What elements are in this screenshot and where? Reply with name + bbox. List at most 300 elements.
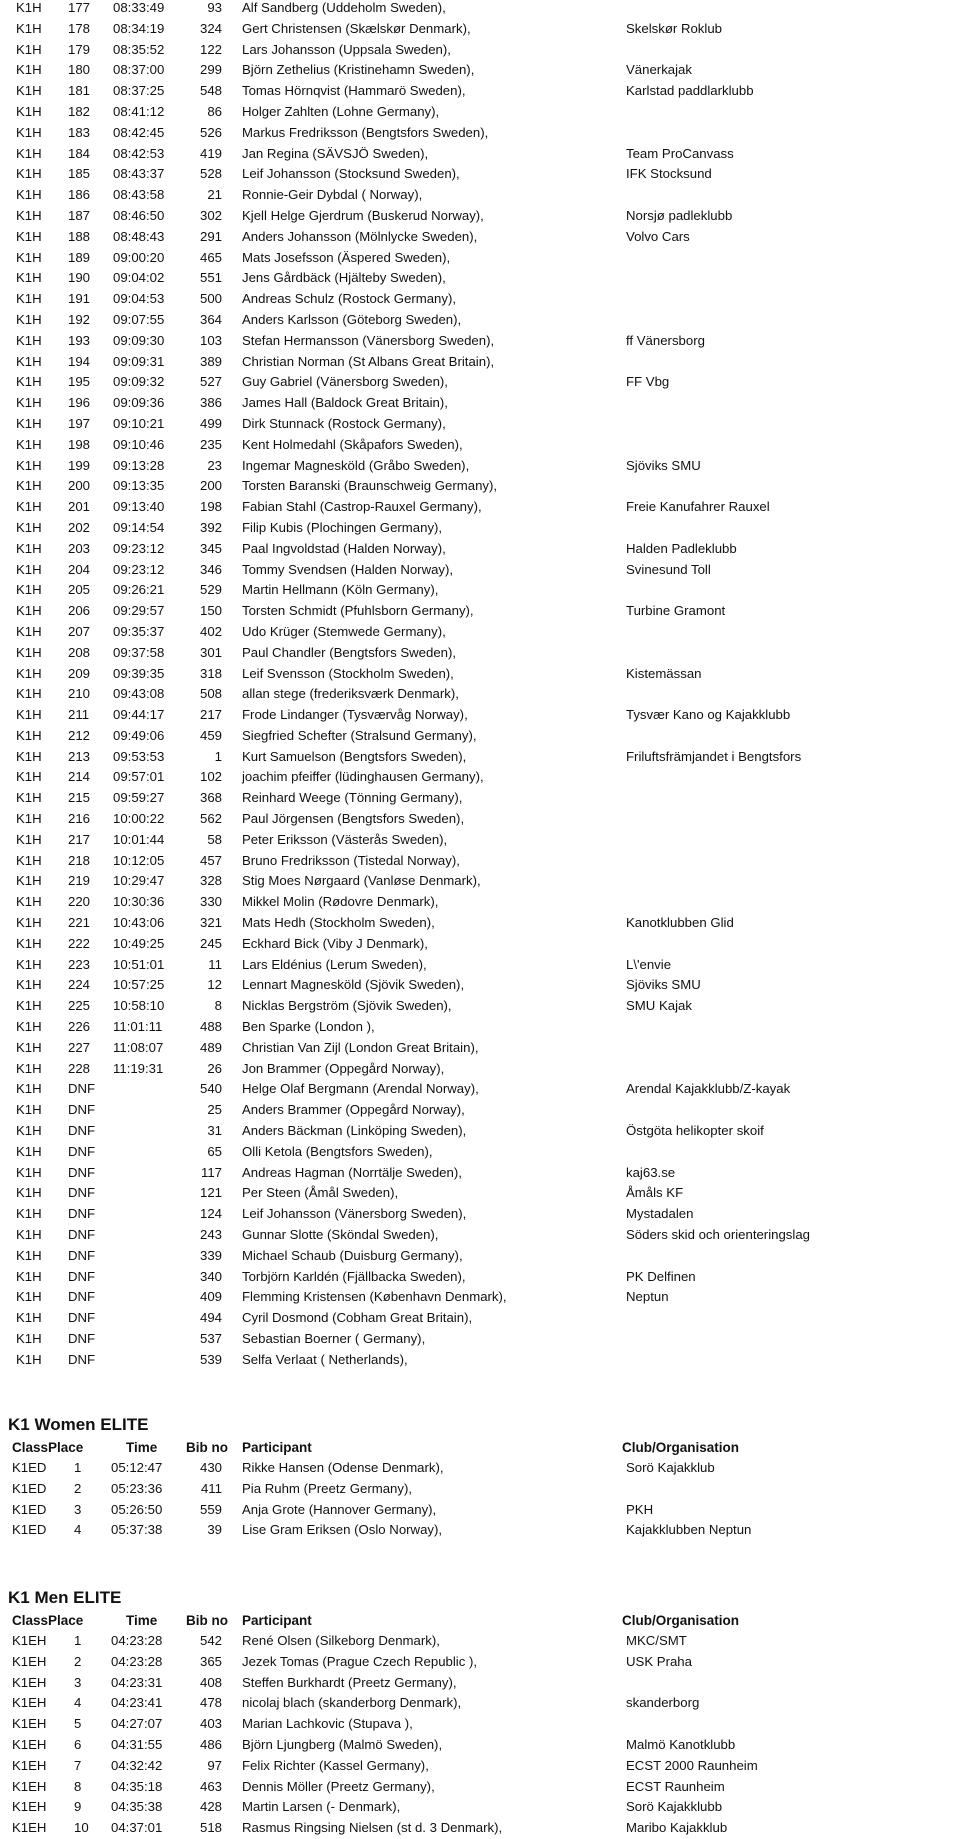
table-row [0,1350,960,1371]
table-row [0,0,960,19]
cell-place: DNF [68,1310,96,1326]
table-row [0,1673,960,1694]
cell-bib: 243 [199,1227,222,1243]
cell-time: 04:35:18 [111,1778,163,1794]
cell-participant: Christian Van Zijl (London Great Britain), [242,1039,479,1055]
cell-bib: 23 [207,457,222,473]
cell-time: 11:01:11 [113,1019,163,1035]
cell-bib: 465 [199,249,222,265]
cell-participant: Kurt Samuelson (Bengtsfors Sweden), [242,748,467,764]
cell-time: 09:44:17 [113,707,165,723]
table-row [0,996,960,1017]
cell-place: DNF [68,1164,96,1180]
cell-class: K1H [16,436,42,452]
cell-place: 183 [68,124,91,140]
table-row [0,393,960,414]
table-row [0,1038,960,1059]
cell-bib: 103 [199,332,222,348]
cell-time: 09:23:12 [113,561,165,577]
cell-participant: Andreas Hagman (Norrtälje Sweden), [242,1164,462,1180]
cell-participant: Martin Larsen (- Denmark), [242,1799,401,1815]
header-club: Club/Organisation [622,1440,740,1455]
cell-class: K1H [16,1331,42,1346]
cell-class: K1H [16,769,42,785]
cell-place: 216 [68,811,91,827]
cell-class: K1H [16,228,42,244]
cell-time: 08:33:49 [113,0,165,15]
cell-time: 09:35:37 [113,623,165,639]
cell-time: 05:12:47 [111,1460,163,1475]
cell-participant: René Olsen (Silkeborg Denmark), [242,1633,440,1648]
cell-time: 09:26:21 [113,582,165,598]
table-row [0,123,960,144]
cell-place: 215 [68,790,91,806]
table-row [0,622,960,643]
cell-class: K1H [16,353,42,369]
cell-class: K1H [16,0,42,15]
cell-place: 204 [68,561,91,577]
cell-bib: 200 [199,478,222,494]
cell-participant: Torsten Schmidt (Pfuhlsborn Germany), [242,603,474,619]
cell-class: K1EH [12,1778,47,1794]
cell-time: 08:46:50 [113,207,165,223]
cell-place: DNF [68,1247,96,1263]
cell-bib: 478 [199,1695,222,1711]
cell-class: K1H [16,207,42,223]
cell-time: 09:00:20 [113,249,165,265]
cell-bib: 559 [199,1501,222,1517]
cell-participant: Nicklas Bergström (Sjövik Sweden), [242,998,452,1014]
cell-participant: Steffen Burkhardt (Preetz Germany), [242,1674,457,1690]
cell-time: 09:09:36 [113,395,165,411]
cell-participant: Rasmus Ringsing Nielsen (st d. 3 Denmark), [242,1820,503,1836]
cell-time: 09:59:27 [113,790,165,806]
cell-place: 196 [68,395,91,411]
cell-participant: Kjell Helge Gjerdrum (Buskerud Norway), [242,207,484,223]
cell-club: USK Praha [626,1653,692,1669]
cell-participant: Björn Ljungberg (Malmö Sweden), [242,1736,443,1752]
cell-participant: Kent Holmedahl (Skåpafors Sweden), [242,436,463,452]
cell-participant: joachim pfeiffer (lüdinghausen Germany), [242,769,484,785]
cell-club: Maribo Kajakklub [626,1820,728,1836]
cell-bib: 299 [199,62,222,78]
table-row [0,1652,960,1673]
cell-class: K1H [16,873,42,889]
cell-class: K1H [16,540,42,556]
cell-participant: Eckhard Bick (Viby J Denmark), [242,935,428,951]
cell-bib: 26 [207,1060,222,1076]
cell-place: 210 [68,686,91,702]
cell-club: kaj63.se [626,1164,676,1180]
cell-bib: 526 [199,124,222,140]
cell-place: 214 [68,769,91,785]
cell-class: K1H [16,166,42,182]
table-row [0,1756,960,1777]
cell-bib: 121 [199,1185,222,1201]
cell-time: 09:57:01 [113,769,165,785]
cell-club: Sjöviks SMU [626,457,701,473]
cell-class: K1H [16,1081,42,1097]
cell-place: 206 [68,603,91,619]
cell-bib: 365 [199,1653,222,1669]
cell-place: 3 [74,1501,82,1517]
cell-participant: Torsten Baranski (Braunschweig Germany), [242,478,498,494]
cell-bib: 527 [199,374,222,390]
cell-bib: 500 [199,291,222,307]
cell-class: K1H [16,561,42,577]
cell-club: Tysvær Kano og Kajakklubb [626,707,791,723]
cell-class: K1H [16,374,42,390]
cell-club: Kanotklubben Glid [626,915,734,931]
cell-club: IFK Stocksund [626,166,712,182]
cell-bib: 409 [199,1289,222,1305]
cell-club: Kistemässan [626,665,702,681]
cell-class: K1H [16,582,42,598]
cell-class: K1H [16,1351,42,1367]
cell-class: K1H [16,291,42,307]
cell-time: 09:07:55 [113,311,165,327]
cell-bib: 548 [199,83,222,99]
cell-bib: 330 [199,894,222,910]
cell-bib: 11 [208,956,222,972]
cell-place: DNF [68,1227,96,1243]
cell-time: 09:04:53 [113,291,165,307]
table-row [0,144,960,165]
cell-time: 08:41:12 [113,103,165,119]
cell-time: 09:29:57 [113,603,165,619]
cell-time: 08:42:45 [113,124,165,140]
cell-class: K1H [16,811,42,827]
cell-participant: Stefan Hermansson (Vänersborg Sweden), [242,332,495,348]
cell-bib: 122 [199,41,222,57]
cell-participant: Lars Johansson (Uppsala Sweden), [242,41,451,57]
section-title: K1 Women ELITE [8,1415,149,1434]
cell-participant: Selfa Verlaat ( Netherlands), [242,1351,408,1367]
cell-bib: 346 [199,561,222,577]
cell-place: 8 [74,1778,82,1794]
table-row [0,1329,960,1350]
cell-class: K1H [16,603,42,619]
table-row [0,809,960,830]
table-row [0,580,960,601]
cell-place: 3 [74,1674,82,1690]
cell-place: 201 [68,499,91,515]
cell-time: 11:19:31 [113,1060,164,1076]
table-row [0,268,960,289]
cell-place: 205 [68,582,91,598]
cell-place: 5 [74,1716,82,1732]
cell-place: 4 [74,1522,82,1538]
cell-place: DNF [68,1123,96,1139]
cell-participant: Ben Sparke (London ), [242,1019,375,1035]
cell-class: K1H [16,187,42,203]
cell-class: K1H [16,894,42,910]
cell-bib: 39 [207,1522,222,1538]
table-row [0,684,960,705]
table-row [0,1714,960,1735]
table-row [0,1059,960,1080]
cell-time: 08:48:43 [113,228,165,244]
table-row [0,81,960,102]
cell-club: Åmåls KF [626,1185,684,1201]
cell-time: 10:58:10 [113,998,165,1014]
cell-place: 190 [68,270,91,286]
cell-bib: 463 [199,1778,222,1794]
header-bib: Bib no [186,1440,228,1455]
cell-club: Turbine Gramont [626,603,726,619]
table-row [0,1479,960,1500]
cell-place: 198 [68,436,91,452]
cell-club: MKC/SMT [626,1633,687,1648]
cell-place: 1 [74,1633,82,1648]
cell-class: K1ED [12,1501,47,1517]
cell-time: 04:23:31 [111,1674,163,1690]
cell-club: Sjöviks SMU [626,977,701,993]
cell-place: 10 [74,1820,89,1836]
cell-place: 177 [68,0,91,15]
cell-club: Mystadalen [626,1206,694,1222]
header-class: Class [12,1440,49,1455]
cell-bib: 411 [200,1480,222,1496]
header-place: Place [48,1613,84,1628]
cell-bib: 403 [199,1716,222,1732]
cell-club: Freie Kanufahrer Rauxel [626,499,770,515]
cell-bib: 542 [199,1633,222,1648]
cell-class: K1EH [12,1820,47,1836]
cell-class: K1H [16,686,42,702]
cell-place: 192 [68,311,91,327]
table-row [0,185,960,206]
table-row [0,19,960,40]
table-row [0,1267,960,1288]
cell-club: ECST Raunheim [626,1778,725,1794]
cell-bib: 489 [199,1039,222,1055]
cell-participant: Anders Johansson (Mölnlycke Sweden), [242,228,478,244]
cell-participant: Anders Bäckman (Linköping Sweden), [242,1123,467,1139]
cell-participant: Jens Gårdbäck (Hjälteby Sweden), [242,270,446,286]
cell-class: K1H [16,935,42,951]
cell-participant: Mats Hedh (Stockholm Sweden), [242,915,435,931]
cell-club: Kajakklubben Neptun [626,1522,752,1538]
cell-class: K1H [16,665,42,681]
cell-time: 09:10:46 [113,436,165,452]
cell-place: 186 [68,187,91,203]
table-row [0,414,960,435]
cell-participant: Rikke Hansen (Odense Denmark), [242,1460,444,1475]
cell-place: 4 [74,1695,82,1711]
cell-place: DNF [68,1143,96,1159]
cell-class: K1H [16,1143,42,1159]
cell-class: K1H [16,249,42,265]
cell-bib: 86 [207,103,222,119]
cell-participant: Udo Krüger (Stemwede Germany), [242,623,446,639]
cell-place: DNF [68,1185,96,1201]
cell-place: 217 [68,831,91,847]
cell-participant: Holger Zahlten (Lohne Germany), [242,103,440,119]
cell-place: 178 [68,20,91,36]
cell-place: 191 [68,291,91,307]
cell-club: FF Vbg [626,374,670,390]
cell-time: 09:09:31 [113,353,165,369]
cell-club: Östgöta helikopter skoif [626,1123,764,1139]
cell-place: 227 [68,1039,91,1055]
cell-bib: 459 [199,727,222,743]
cell-place: 220 [68,894,91,910]
table-row [0,1121,960,1142]
cell-time: 08:35:52 [113,41,165,57]
header-bib: Bib no [186,1613,228,1628]
cell-class: K1H [16,790,42,806]
cell-time: 04:37:01 [111,1820,163,1836]
cell-time: 04:27:07 [111,1716,163,1732]
table-row [0,331,960,352]
men-elite-rows [0,1631,960,1839]
cell-class: K1H [16,41,42,57]
header-class: Class [12,1613,49,1628]
cell-time: 10:57:25 [113,977,165,993]
cell-participant: Bruno Fredriksson (Tistedal Norway), [242,852,460,868]
cell-class: K1H [16,395,42,411]
cell-place: 208 [68,644,91,660]
table-row [0,726,960,747]
cell-class: K1H [16,20,42,36]
table-row [0,1500,960,1521]
cell-club: L\'envie [626,956,672,972]
table-row [0,1777,960,1798]
cell-place: 2 [74,1653,82,1669]
cell-time: 09:14:54 [113,519,165,535]
cell-time: 09:13:28 [113,457,165,473]
cell-participant: Anja Grote (Hannover Germany), [242,1501,437,1517]
cell-time: 10:49:25 [113,935,165,951]
table-row [0,435,960,456]
cell-participant: Mikkel Molin (Rødovre Denmark), [242,894,439,910]
table-row [0,767,960,788]
table-row [0,1693,960,1714]
cell-bib: 499 [199,415,222,431]
cell-place: DNF [68,1289,96,1305]
cell-class: K1EH [12,1674,47,1690]
cell-participant: Leif Johansson (Vänersborg Sweden), [242,1206,467,1222]
table-row [0,352,960,373]
table-row [0,851,960,872]
cell-place: 184 [68,145,91,161]
cell-time: 11:08:07 [113,1039,164,1055]
cell-time: 09:49:06 [113,727,165,743]
cell-participant: Torbjörn Karldén (Fjällbacka Sweden), [242,1268,466,1284]
cell-place: 209 [68,665,91,681]
cell-time: 04:23:28 [111,1653,163,1669]
cell-participant: Leif Johansson (Stocksund Sweden), [242,166,460,182]
cell-place: 223 [68,956,91,972]
cell-class: K1H [16,62,42,78]
cell-club: Vänerkajak [626,62,692,78]
cell-bib: 518 [199,1820,222,1836]
cell-place: 219 [68,873,91,889]
cell-time: 08:37:25 [113,83,165,99]
cell-place: 182 [68,103,91,119]
cell-participant: Dennis Möller (Preetz Germany), [242,1778,435,1794]
cell-time: 09:09:30 [113,332,165,348]
table-row [0,664,960,685]
cell-bib: 102 [199,769,222,785]
cell-class: K1H [16,415,42,431]
cell-club: Norsjø padleklubb [626,207,733,223]
cell-time: 09:39:35 [113,665,165,681]
cell-participant: Cyril Dosmond (Cobham Great Britain), [242,1310,473,1326]
table-row [0,476,960,497]
women-elite-rows [0,1458,960,1541]
cell-place: 194 [68,353,91,369]
table-header [0,1438,960,1458]
cell-time: 08:37:00 [113,62,165,78]
cell-participant: Björn Zethelius (Kristinehamn Sweden), [242,62,475,78]
cell-bib: 408 [199,1674,222,1690]
cell-class: K1H [16,83,42,99]
cell-class: K1H [16,1060,42,1076]
cell-bib: 117 [200,1164,222,1180]
cell-time: 10:30:36 [113,894,165,910]
table-row [0,913,960,934]
cell-class: K1H [16,519,42,535]
cell-participant: Lennart Magnesköld (Sjövik Sweden), [242,977,465,993]
cell-participant: Lise Gram Eriksen (Oslo Norway), [242,1522,443,1538]
table-row [0,1520,960,1541]
table-row [0,539,960,560]
cell-participant: Filip Kubis (Plochingen Germany), [242,519,443,535]
cell-bib: 386 [199,395,222,411]
cell-participant: Jezek Tomas (Prague Czech Republic ), [242,1653,478,1669]
table-row [0,560,960,581]
cell-participant: Gert Christensen (Skælskør Denmark), [242,20,471,36]
cell-place: 1 [74,1460,82,1475]
table-row [0,1631,960,1652]
cell-bib: 321 [199,915,222,931]
cell-time: 09:04:02 [113,270,165,286]
cell-bib: 537 [199,1331,222,1346]
cell-bib: 324 [199,20,222,36]
cell-bib: 150 [199,603,222,619]
cell-time: 08:34:19 [113,20,165,36]
cell-bib: 93 [207,0,222,15]
cell-club: ff Vänersborg [626,332,705,348]
cell-class: K1ED [12,1460,47,1475]
cell-participant: Ingemar Magnesköld (Gråbo Sweden), [242,457,470,473]
cell-place: 211 [68,707,90,723]
cell-place: 202 [68,519,91,535]
table-row [0,1287,960,1308]
cell-participant: Christian Norman (St Albans Great Britain), [242,353,495,369]
cell-place: 224 [68,977,91,993]
cell-class: K1H [16,623,42,639]
cell-participant: Ronnie-Geir Dybdal ( Norway), [242,187,423,203]
table-row [0,456,960,477]
cell-club: ECST 2000 Raunheim [626,1757,758,1773]
cell-class: K1H [16,1310,42,1326]
cell-bib: 494 [199,1310,222,1326]
cell-time: 10:12:05 [113,852,165,868]
cell-class: K1H [16,831,42,847]
cell-club: PK Delfinen [626,1268,696,1284]
cell-time: 04:23:41 [111,1695,163,1711]
cell-bib: 340 [199,1268,222,1284]
cell-place: DNF [68,1102,96,1118]
cell-time: 09:09:32 [113,374,165,390]
cell-class: K1H [16,332,42,348]
cell-bib: 345 [199,540,222,556]
cell-bib: 235 [199,436,222,452]
table-row [0,310,960,331]
